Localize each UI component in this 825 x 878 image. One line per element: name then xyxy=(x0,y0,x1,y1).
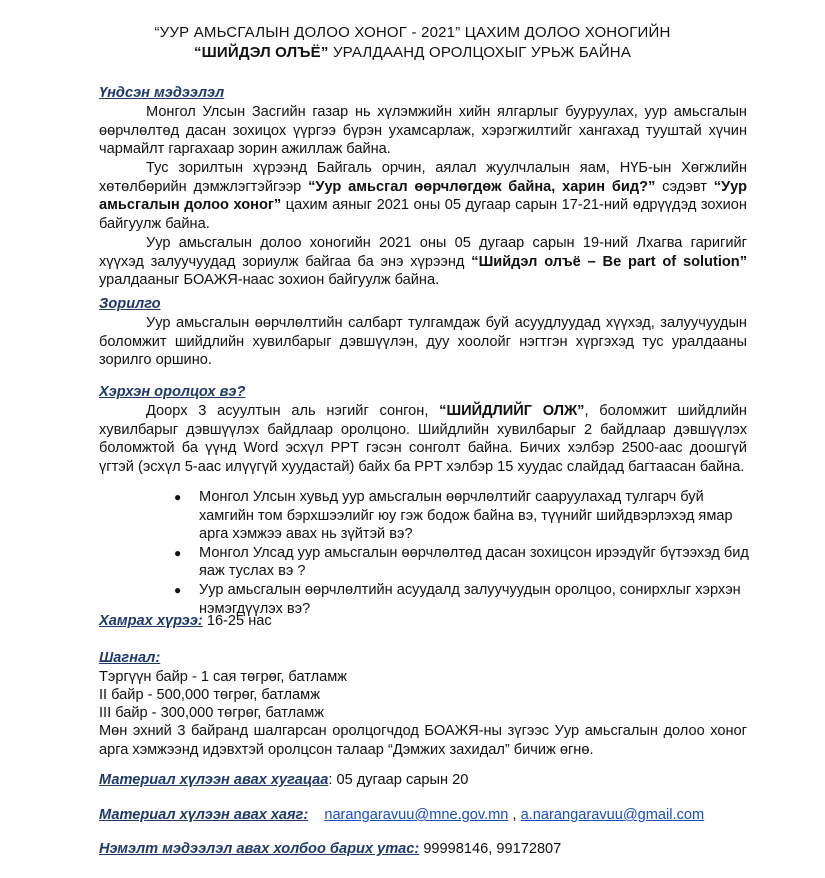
address-line xyxy=(99,806,704,825)
p3-contest-name: “Шийдэл олъё – Be part of solution” xyxy=(471,253,748,270)
questions-list xyxy=(178,488,750,618)
address-label: Материал хүлээн авах хаяг: xyxy=(99,807,309,823)
email-separator: , xyxy=(508,807,521,823)
prize-line-2: II байр - 500,000 төгрөг, батламж xyxy=(99,687,320,703)
p2-text-e: цахим аяныг 2021 оны 05 дугаар сарын 17-21-ний өдрүүдэд зохион байгуулж байна. xyxy=(99,197,747,232)
document-title-line-1: “УУР АМЬСГАЛЫН ДОЛОО ХОНОГ - 2021” ЦАХИМ ДОЛОО ХОНОГИЙН xyxy=(154,24,671,41)
deadline-value: : 05 дугаар сарын 20 xyxy=(328,772,469,788)
main-info-paragraph-3 xyxy=(99,234,747,290)
scope-value: 16-25 нас xyxy=(202,613,272,629)
prizes-heading: Шагнал: xyxy=(99,650,161,666)
p2-slogan: “Уур амьсгал өөрчлөгдөж байна, харин бид?” xyxy=(308,178,656,195)
email-link-official[interactable]: narangaravuu@mne.gov.mn xyxy=(324,807,509,823)
title-rest: УРАЛДААНД ОРОЛЦОХЫГ УРЬЖ БАЙНА xyxy=(328,44,632,61)
scope-label: Хамрах хүрээ: xyxy=(99,613,203,629)
prizes-note: Мөн эхний 3 байранд шалгарсан оролцогчдод БОАЖЯ-ны зүгээс Уур амьсгалын долоо хоног арга хэмжээнд идэвхтэй оролцсон талаар “Дэмжих захидал” бичиж өгнө. xyxy=(99,723,747,758)
how-text-c: , боломжит шийдлийн хувилбарыг дэвшүүлэх байдлаар оролцоно. Шийдлийн хувилбарыг 2 байдлаар дэвшүүлэх боломжтой ба үүнд Word эсхүл PPT гэсэн сонголт байна. Бичих хэлбэр 2500-аас доошгүй үгтэй (эсхүл 5-аас илүүгүй хуудастай) байх ба PPT хэлбэр 15 хуудас слайдад багтаасан байна. xyxy=(99,403,747,475)
phone-label: Нэмэлт мэдээлэл авах холбоо барих утас: xyxy=(99,841,420,857)
p2-text-c: сэдэвт xyxy=(655,178,714,195)
scope-line xyxy=(99,612,272,631)
phone-value: 99998146, 99172807 xyxy=(419,841,562,857)
deadline-label: Материал хүлээн авах хугацаа xyxy=(99,772,329,788)
title-contest-name: “ШИЙДЭЛ ОЛЪЁ” xyxy=(193,44,329,61)
p3-text-c: уралдааныг БОАЖЯ-наас зохион байгуулж байна. xyxy=(99,272,440,289)
p2-text-a: Тус зорилтын хүрээнд Байгаль орчин, аялал жуулчлалын яам, НҮБ-ын Хөгжлийн хөтөлбөрийн дэмжлэгтэйгээр xyxy=(99,160,747,195)
goal-heading: Зорилго xyxy=(99,296,161,312)
how-text-a: Доорх 3 асуултын аль нэгийг сонгон, xyxy=(146,403,440,419)
phone-line xyxy=(99,840,561,859)
how-find-solution: “ШИЙДЛИЙГ ОЛЖ” xyxy=(439,403,585,419)
main-info-paragraph-2 xyxy=(99,159,747,233)
prize-line-3: III байр - 300,000 төгрөг, батламж xyxy=(99,705,325,721)
how-paragraph xyxy=(99,402,747,476)
document-title-line-2 xyxy=(0,44,825,63)
goal-paragraph: Уур амьсгалын өөрчлөлтийн салбарт тулгамдаж буй асуудлуудад хүүхэд, залуучуудын боломжит шийдлийн хувилбарыг дэвшүүлэн, дуу хоолойг нэгтгэн хүргэхэд тус уралдааны зорилго оршино. xyxy=(99,315,747,369)
p3-text-a: Уур амьсгалын долоо хоногийн 2021 оны 05 дугаар сарын 19-ний Лхагва гаригийг хүүхэд залуучуудад зориулж байгаа ба энэ хүрээнд xyxy=(99,235,747,270)
how-heading: Хэрхэн оролцох вэ? xyxy=(99,384,246,400)
question-item: ● Уур амьсгалын өөрчлөлтийн асуудалд залуучуудын оролцоо, сонирхлыг хэрхэн нэмэгдүүлэх вэ? xyxy=(178,581,750,618)
main-info-paragraph-1: Монгол Улсын Засгийн газар нь хүлэмжийн хийн ялгарлыг бууруулах, уур амьсгалын өөрчлөлтөд дасан зохицох үүргээ бүрэн ухамсарлаж, хэрэгжилтийг хангахад тууштай хүчин чармайлт гаргахаар зорин ажиллаж байна. xyxy=(99,104,747,158)
p2-event-name: “Уур амьсгалын долоо хоног” xyxy=(99,178,747,214)
question-item: ● Монгол Улсын хувьд уур амьсгалын өөрчлөлтийг сааруулахад тулгарч буй хамгийн том бэрхшээлийг юу гэж бодож байна вэ, түүнийг шийдвэрлэхэд ямар арга хэмжээ авах нь зүйтэй вэ? xyxy=(178,488,750,544)
question-item: ● Монгол Улсад уур амьсгалын өөрчлөлтөд дасан зохицсон ирээдүйг бүтээхэд бид яаж туслах вэ ? xyxy=(178,544,750,581)
deadline-line xyxy=(99,771,468,790)
main-info-heading: Үндсэн мэдээлэл xyxy=(99,85,225,101)
email-link-personal[interactable]: a.narangaravuu@gmail.com xyxy=(520,807,705,823)
prize-line-1: Тэргүүн байр - 1 сая төгрөг, батламж xyxy=(99,669,348,685)
